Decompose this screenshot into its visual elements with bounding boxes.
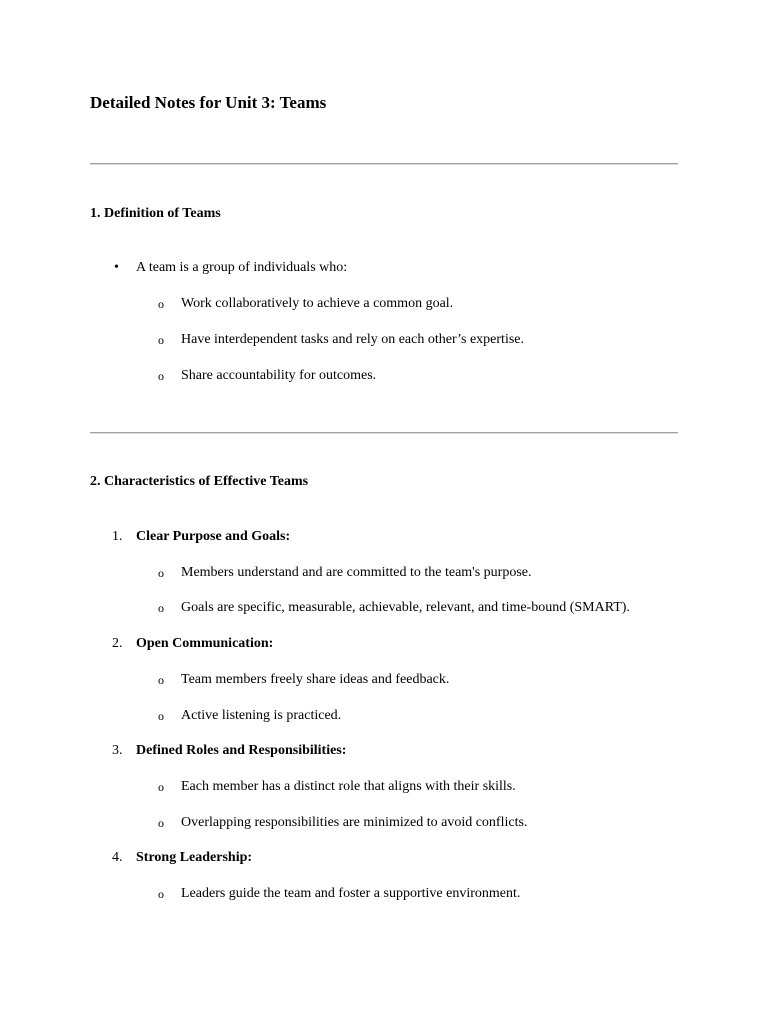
list-item — [157, 598, 677, 618]
sub-bullet-marker: o — [158, 601, 164, 615]
point-title: Strong Leadership: — [136, 850, 253, 865]
list-item-text: Team members freely share ideas and feedback. — [181, 672, 450, 687]
point-number: 1. — [112, 529, 123, 544]
list-item-text: Share accountability for outcomes. — [181, 368, 377, 383]
sub-bullet-marker: o — [158, 780, 164, 794]
numbered-point — [112, 848, 672, 868]
numbered-point — [112, 741, 672, 761]
section-2-heading: 2. Characteristics of Effective Teams — [90, 474, 309, 489]
list-item-text: Have interdependent tasks and rely on each other’s expertise. — [181, 332, 524, 347]
bullet-text: A team is a group of individuals who: — [136, 260, 348, 275]
point-title: Clear Purpose and Goals: — [136, 529, 291, 544]
point-number: 3. — [112, 743, 123, 758]
numbered-point — [112, 634, 672, 654]
list-item-text: Leaders guide the team and foster a supportive environment. — [181, 886, 521, 901]
list-item — [157, 813, 677, 833]
sub-bullet-marker: o — [158, 566, 164, 580]
list-item — [157, 294, 677, 314]
list-item-text: Goals are specific, measurable, achievable, relevant, and time-bound (SMART). — [181, 600, 630, 615]
point-number: 2. — [112, 636, 123, 651]
section-divider — [90, 163, 678, 165]
point-title: Open Communication: — [136, 636, 274, 651]
numbered-point — [112, 527, 672, 547]
list-item-text: Active listening is practiced. — [181, 708, 342, 723]
list-item-text: Overlapping responsibilities are minimized to avoid conflicts. — [181, 815, 528, 830]
list-item — [157, 563, 677, 583]
list-item — [157, 366, 677, 386]
sub-bullet-marker: o — [158, 333, 164, 347]
section-1-bullet — [112, 258, 672, 278]
sub-bullet-marker: o — [158, 297, 164, 311]
point-title: Defined Roles and Responsibilities: — [136, 743, 347, 758]
section-divider — [90, 432, 678, 434]
list-item — [157, 884, 677, 904]
list-item-text: Work collaboratively to achieve a common goal. — [181, 296, 454, 311]
sub-bullet-marker: o — [158, 887, 164, 901]
section-1-heading: 1. Definition of Teams — [90, 206, 221, 221]
sub-bullet-marker: o — [158, 709, 164, 723]
list-item-text: Each member has a distinct role that aligns with their skills. — [181, 779, 516, 794]
point-number: 4. — [112, 850, 123, 865]
bullet-marker: • — [114, 260, 119, 275]
list-item-text: Members understand and are committed to the team's purpose. — [181, 565, 532, 580]
sub-bullet-marker: o — [158, 369, 164, 383]
list-item — [157, 777, 677, 797]
sub-bullet-marker: o — [158, 816, 164, 830]
list-item — [157, 670, 677, 690]
list-item — [157, 330, 677, 350]
page-title: Detailed Notes for Unit 3: Teams — [90, 93, 327, 112]
list-item — [157, 706, 677, 726]
sub-bullet-marker: o — [158, 673, 164, 687]
